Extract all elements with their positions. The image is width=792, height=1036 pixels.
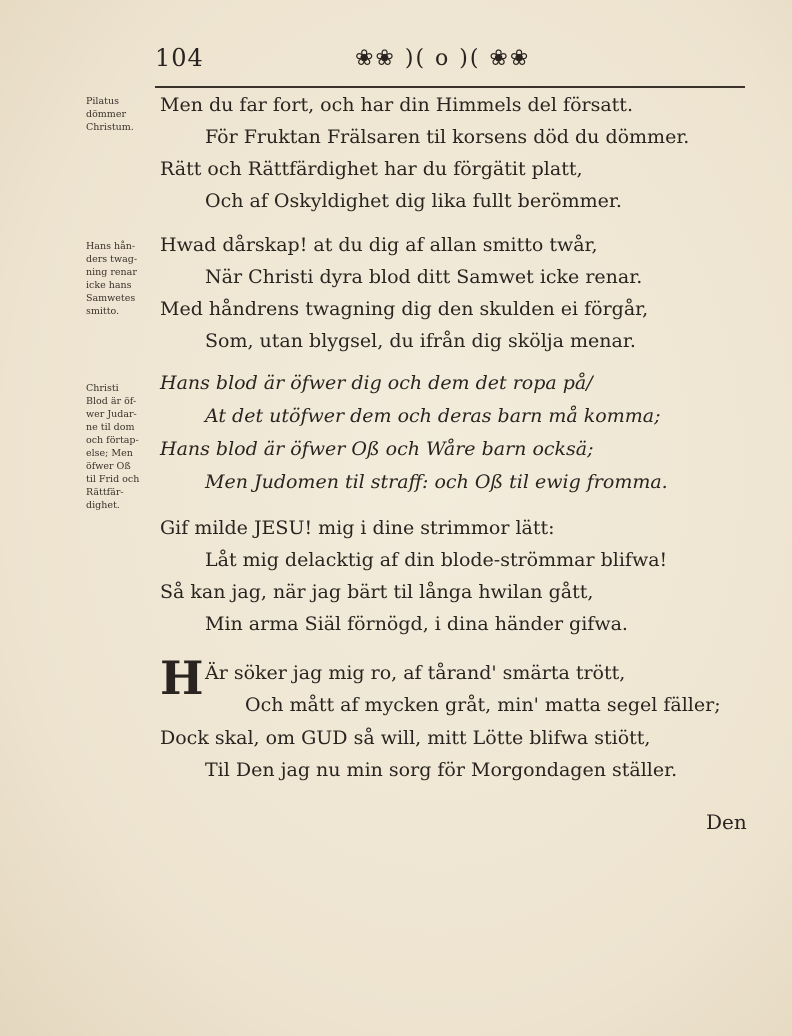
verse-line: Til Den jag nu min sorg för Morgondagen ställer. xyxy=(205,759,678,781)
verse-line: Rätt och Rättfärdighet har du förgätit platt, xyxy=(160,158,583,180)
margin-note: Christi Blod är öf- wer Judar- ne til dom och förtap- else; Men öfwer Oß til Frid och Rättfär- dighet. xyxy=(86,383,140,511)
verse-line: Som, utan blygsel, du ifrån dig skölja menar. xyxy=(205,330,636,352)
margin-note: Hans hån- ders twag- ning renar icke hans Samwetes smitto. xyxy=(86,241,138,317)
verse-line: När Christi dyra blod ditt Samwet icke renar. xyxy=(205,266,643,288)
verse-line: Min arma Siäl förnögd, i dina händer gifwa. xyxy=(205,613,628,635)
verse-line: Men du far fort, och har din Himmels del försatt. xyxy=(160,94,633,116)
verse-line: Låt mig delacktig af din blode-strömmar blifwa! xyxy=(205,549,668,571)
verse-line: Och af Oskyldighet dig lika fullt berömmer. xyxy=(205,190,622,212)
margin-note: Pilatus dömmer Christum. xyxy=(86,96,134,133)
page-header xyxy=(155,42,745,92)
verse-line: Så kan jag, när jag bärt til långa hwilan gått, xyxy=(160,581,594,603)
verse-line: Hans blod är öfwer Oß och Wåre barn ocksä; xyxy=(160,438,594,460)
header-rule xyxy=(155,86,745,88)
verse-line: Hans blod är öfwer dig och dem det ropa på/ xyxy=(160,372,593,394)
verse-line: Dock skal, om GUD så will, mitt Lötte blifwa stiött, xyxy=(160,727,651,749)
page-number: 104 xyxy=(155,44,204,72)
verse-line: Med håndrens twagning dig den skulden ei förgår, xyxy=(160,298,649,320)
verse-line: Men Judomen til straff: och Oß til ewig fromma. xyxy=(205,471,668,493)
drop-cap: H xyxy=(160,651,204,705)
verse-line: At det utöfwer dem och deras barn må komma; xyxy=(205,405,661,427)
header-ornament: ❀❀ )( o )( ❀❀ xyxy=(355,46,531,71)
verse-line: Gif milde JESU! mig i dine strimmor lätt: xyxy=(160,517,555,539)
verse-line: För Fruktan Frälsaren til korsens död du dömmer. xyxy=(205,126,690,148)
verse-line: Hwad dårskap! at du dig af allan smitto twår, xyxy=(160,234,598,256)
catchword: Den xyxy=(706,810,747,834)
verse-line: Och mått af mycken gråt, min' matta segel fäller; xyxy=(245,694,721,716)
verse-line: Är söker jag mig ro, af tårand' smärta trött, xyxy=(205,662,626,684)
